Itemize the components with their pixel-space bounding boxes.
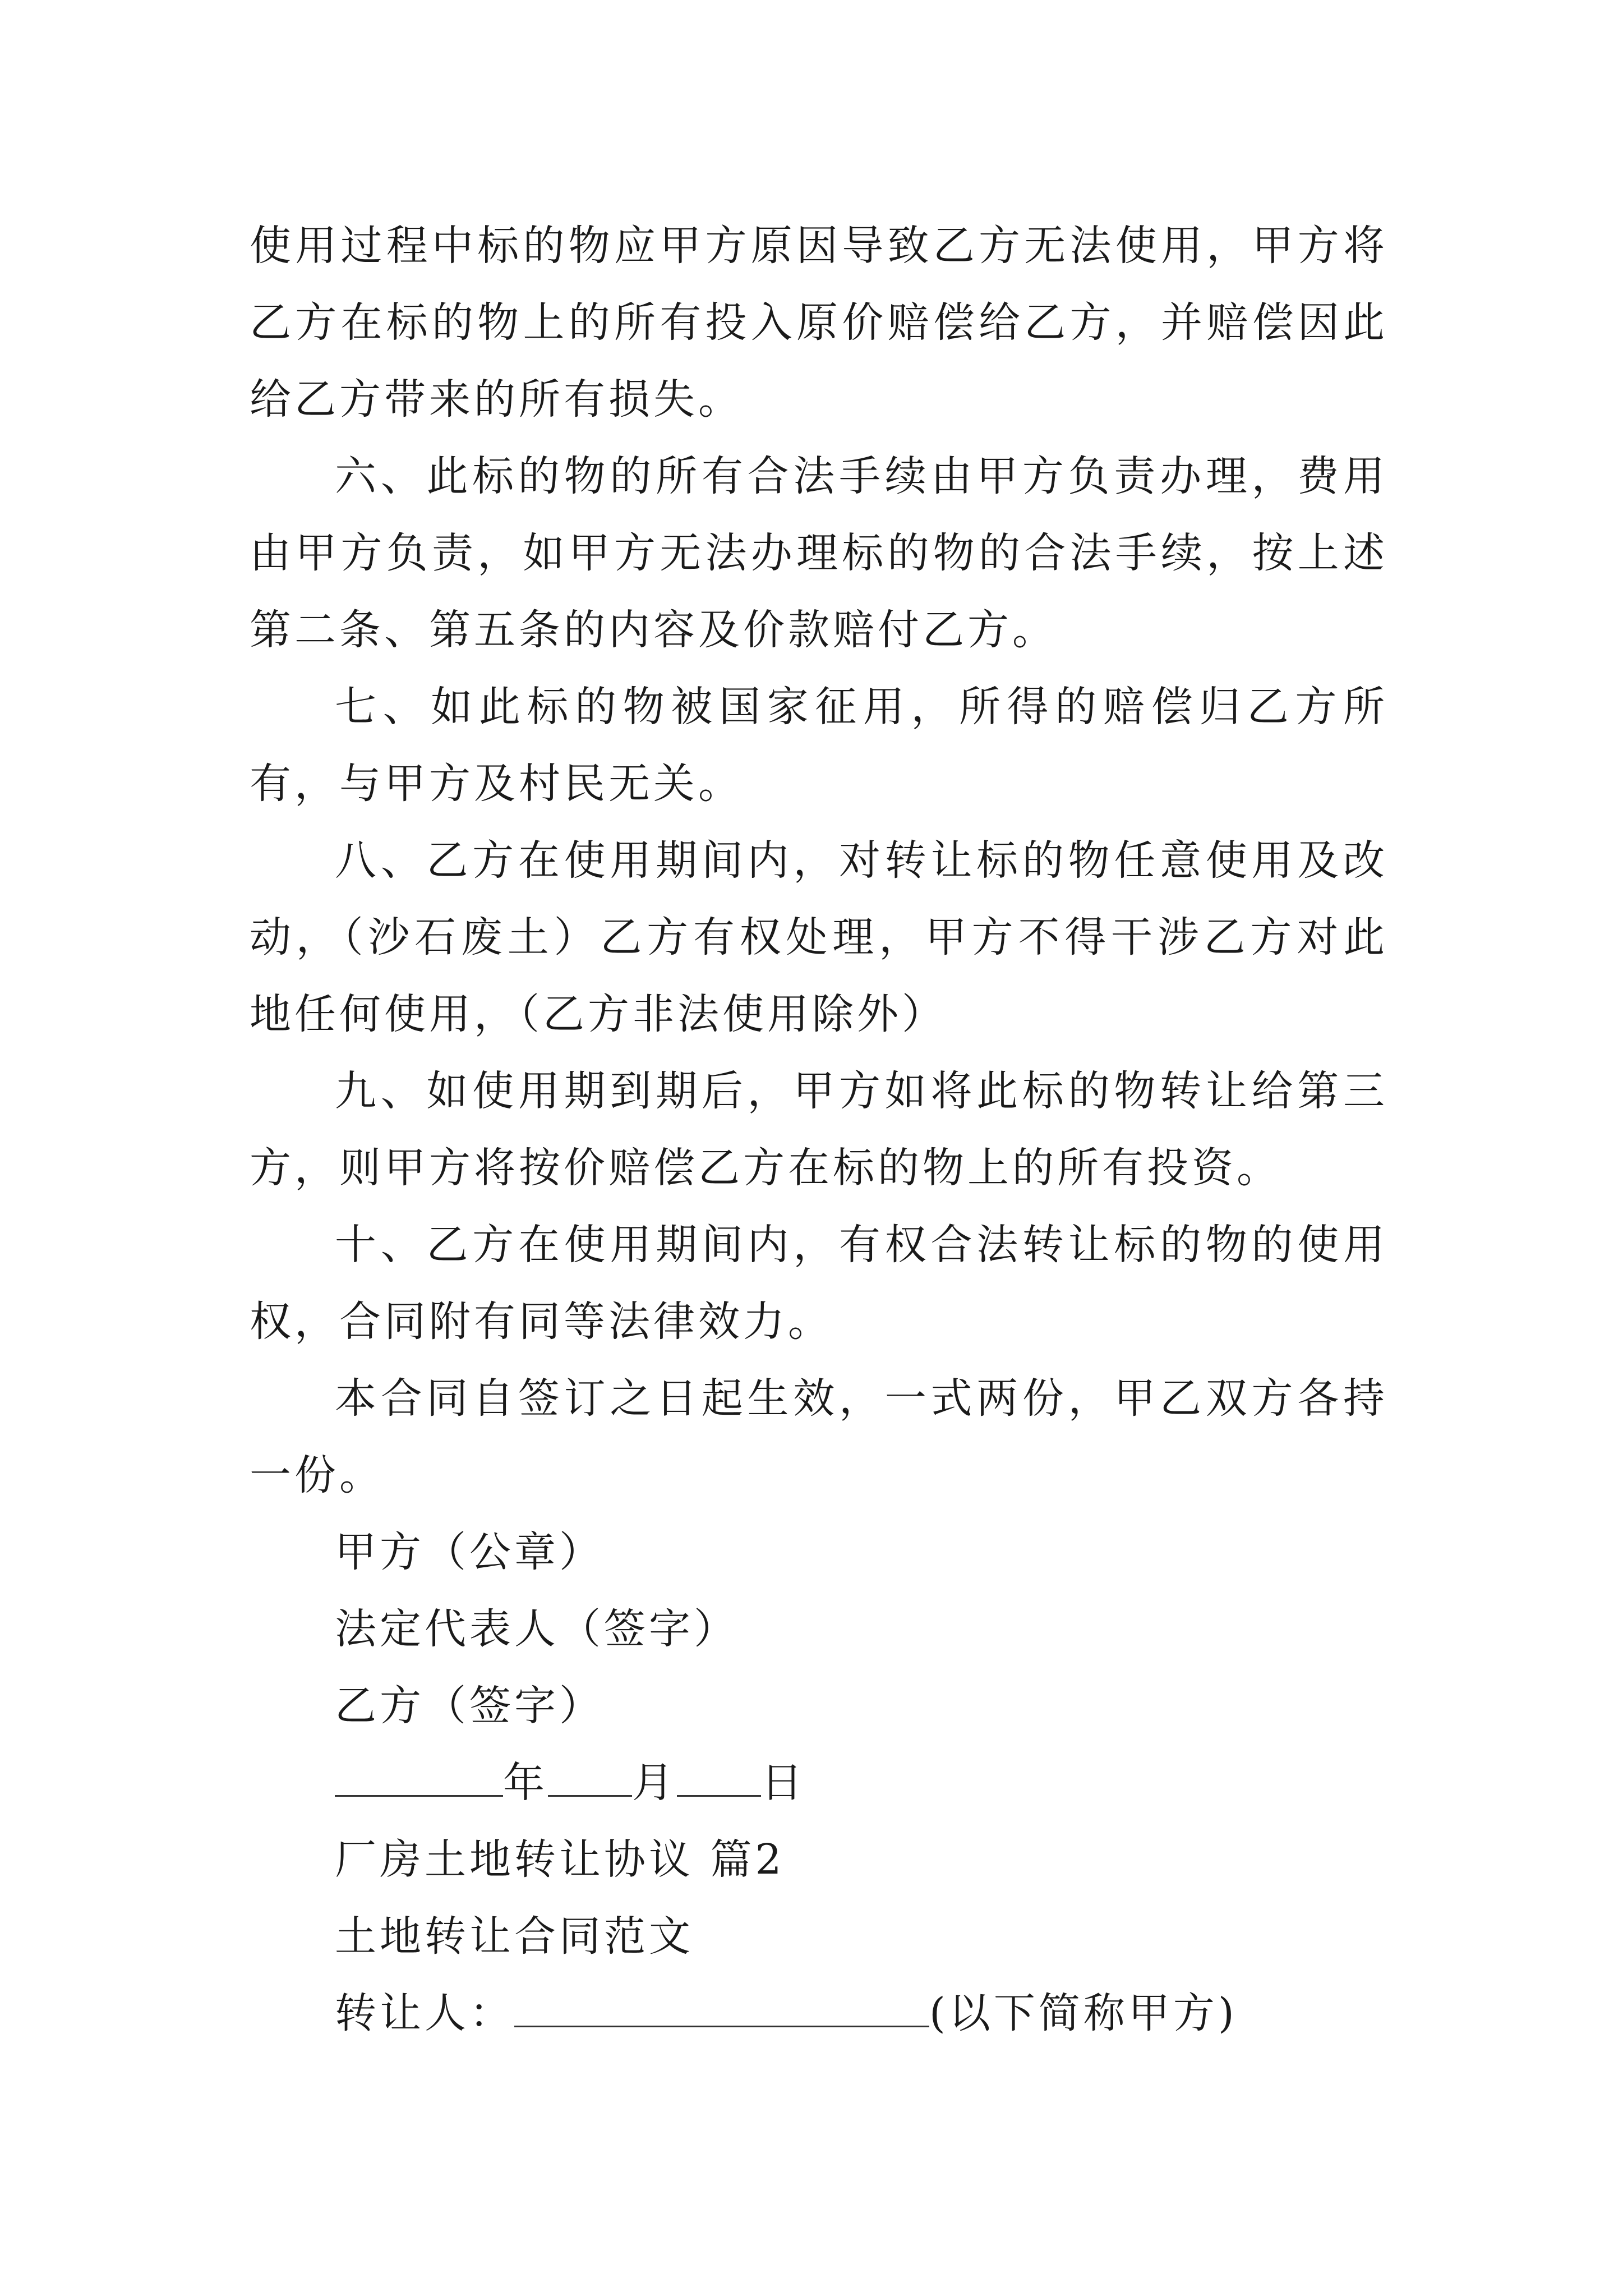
document-body — [250, 208, 1388, 2052]
signature-legal-rep: 法定代表人（签字） — [335, 1605, 739, 1653]
signature-party-a: 甲方（公章） — [335, 1528, 604, 1576]
month-label: 月 — [632, 1759, 677, 1807]
paragraph-clause-10: 十、乙方在使用期间内，有权合法转让标的物的使用权，合同附有同等法律效力。 — [250, 1221, 1388, 1346]
paragraph-clause-8: 八、乙方在使用期间内，对转让标的物任意使用及改动，（沙石废土）乙方有权处理，甲方不得干涉乙方对此地任何使用，（乙方非法使用除外） — [250, 836, 1388, 1038]
paragraph-clause-9: 九、如使用期到期后，甲方如将此标的物转让给第三方，则甲方将按价赔偿乙方在标的物上的所有投资。 — [250, 1067, 1388, 1192]
section-title: 厂房土地转让协议 篇2 — [335, 1835, 785, 1884]
paragraph-continuation: 使用过程中标的物应甲方原因导致乙方无法使用，甲方将乙方在标的物上的所有投入原价赔偿给乙方，并赔偿因此给乙方带来的所有损失。 — [250, 222, 1388, 424]
signature-party-b: 乙方（签字） — [335, 1682, 604, 1730]
transferor-line — [250, 1975, 1388, 2052]
sample-title: 土地转让合同范文 — [335, 1912, 694, 1961]
day-label: 日 — [761, 1759, 806, 1807]
paragraph-clause-7: 七、如此标的物被国家征用，所得的赔偿归乙方所有，与甲方及村民无关。 — [250, 683, 1388, 808]
paragraph-effective: 本合同自签订之日起生效，一式两份，甲乙双方各持一份。 — [250, 1374, 1388, 1499]
transferor-label: 转让人： — [335, 1989, 514, 2037]
paragraph-clause-6: 六、此标的物的所有合法手续由甲方负责办理，费用由甲方负责，如甲方无法办理标的物的合法手续，按上述第二条、第五条的内容及价款赔付乙方。 — [250, 452, 1388, 654]
month-blank[interactable] — [548, 1761, 632, 1797]
transferor-suffix: (以下简称甲方) — [929, 1989, 1238, 2037]
year-label: 年 — [503, 1759, 548, 1807]
year-blank[interactable] — [335, 1761, 503, 1797]
day-blank[interactable] — [677, 1761, 761, 1797]
signature-date — [250, 1745, 1388, 1821]
transferor-name-blank[interactable] — [514, 1992, 929, 2027]
